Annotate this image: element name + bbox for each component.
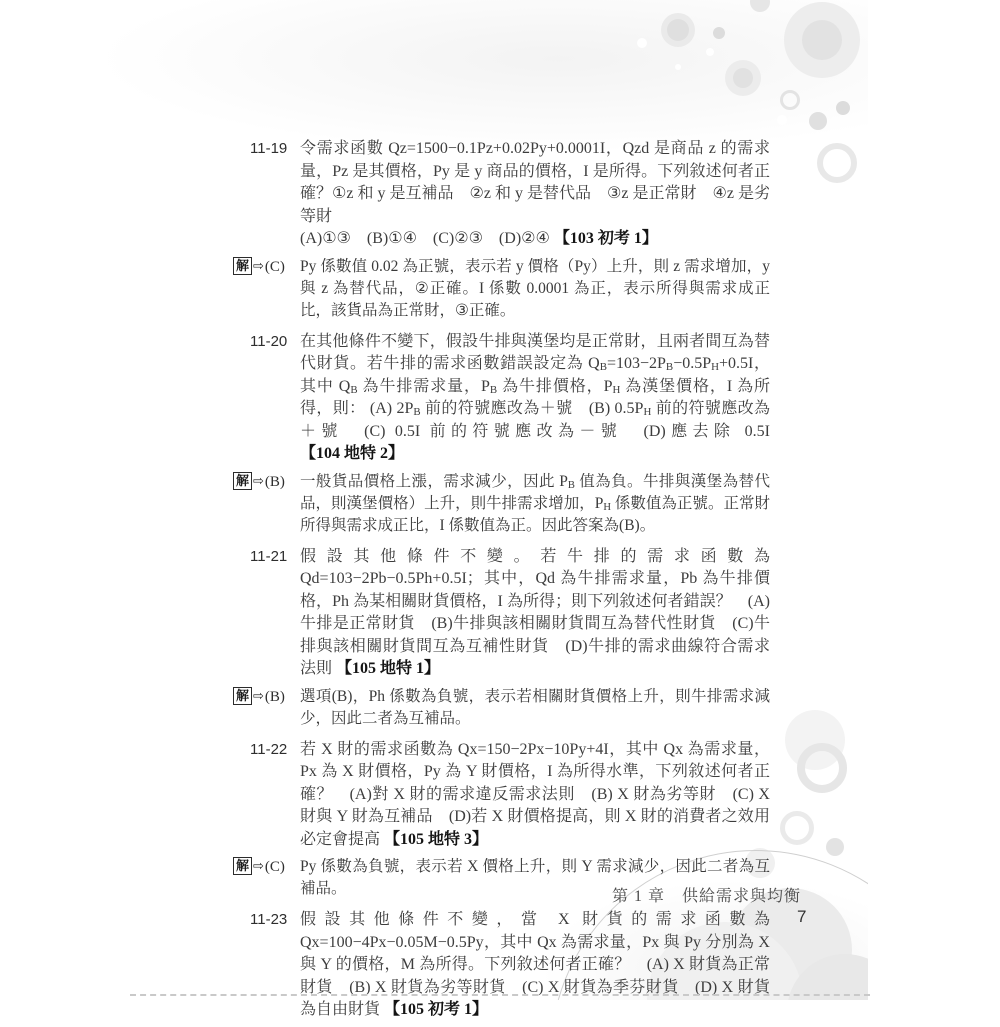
decorative-circle: [777, 115, 787, 125]
arrow-right-icon: ⇨: [253, 258, 264, 274]
question-item: [233, 909, 770, 1022]
decorative-circle: [667, 19, 689, 41]
decorative-circle: [797, 743, 847, 793]
solution-box-icon: 解: [233, 857, 252, 875]
decorative-circle: [817, 143, 857, 183]
solution-marker: [233, 256, 300, 322]
arrow-right-icon: ⇨: [253, 473, 264, 489]
decorative-circle: [675, 64, 681, 70]
solution-text: Py 係數為負號，表示若 X 價格上升，則 Y 需求減少，因此二者為互補品。: [300, 858, 770, 897]
solution-marker: [233, 686, 300, 730]
solution-item: [233, 256, 770, 322]
solution-answer: (C): [264, 258, 285, 275]
question-item: [233, 739, 770, 852]
question-item: [233, 138, 770, 251]
solution-box-icon: 解: [233, 472, 252, 490]
solution-item: [233, 471, 770, 537]
question-text: 若 X 財的需求函數為 Qx=150−2Px−10Py+4I，其中 Qx 為需求量，Px 為 X 財價格，Py 為 Y 財價格，I 為所得水準，下列敘述何者正確？ (A)對 X 財的需求違反需求法則 (B) X 財為劣等財 (C) X 財與 Y 財為互補品 (D)若 X 財價格提高，則 X 財的消費者之效用必定會提高 【105 地特 3】: [300, 740, 770, 848]
bottom-dashed-line: [130, 994, 870, 996]
solution-answer: (B): [264, 473, 285, 490]
solution-text: 選項(B)，Ph 係數為負號，表示若相關財貨價格上升，則牛排需求減少，因此二者為互補品。: [300, 687, 770, 727]
decorative-circle: [637, 38, 647, 48]
solution-marker: [233, 856, 300, 900]
decorative-circle: [809, 112, 827, 130]
decorative-circle: [706, 48, 714, 56]
decorative-circle: [780, 90, 800, 110]
question-number: 11-23: [250, 911, 288, 928]
decorative-circle: [780, 811, 814, 845]
question-item: [233, 331, 770, 466]
question-number: 11-19: [250, 140, 288, 157]
solution-answer: (B): [264, 688, 285, 705]
question-text: 假設其他條件不變，當 X 財貨的需求函數為 Qx=100−4Px−0.05M−0.5Py，其中 Qx 為需求量，Px 與 Py 分別為 X 與 Y 的價格，M 為所得。下列敘述何者正確？ (A) X 財貨為正常財貨 (B) X 財貨為劣等財貨 (C) X 財貨為季芬財貨 (D) X 財貨為自由財貨 【105 初考 1】: [300, 911, 770, 1018]
solution-item: [233, 686, 770, 730]
question-number: 11-20: [250, 332, 288, 350]
solution-box-icon: 解: [233, 687, 252, 705]
question-text: 假設其他條件不變。若牛排的需求函數為 Qd=103−2Pb−0.5Ph+0.5I；其中，Qd 為牛排需求量，Pb 為牛排價格，Ph 為某相關財貨價格，I 為所得；則下列敘述何者錯誤？ (A)牛排是正常財貨 (B)牛排與該相關財貨間互為替代性財貨 (C)牛排與該相關財貨間互為互補性財貨 (D)牛排的需求曲線符合需求法則 【105 地特 1】: [300, 547, 770, 677]
solution-text: Py 係數值 0.02 為正號，表示若 y 價格（Py）上升，則 z 需求增加，y 與 z 為替代品，②正確。I 係數 0.0001 為正，表示所得與需求成正比，該貨品為正常財，③正確。: [300, 257, 770, 319]
question-text: 在其他條件不變下，假設牛排與漢堡均是正常財，且兩者間互為替代財貨。若牛排的需求函數錯誤設定為 $Q_B=103-2P_B-0.5P_H+0.5I$，其中 $Q_B$ 為牛排需求量，$P_B$ 為牛排價格，$P_H$ 為漢堡價格，I 為所得，則： (A) $2P_B$ 前的符號應改為＋號 (B) $0.5P_H$ 前的符號應改為＋號 (C) 0.5I 前的符號應改為－號 (D)應去除 0.5I 【104 地特 2】: [300, 332, 770, 462]
solution-marker: [233, 471, 300, 537]
decorative-circle: [826, 838, 844, 856]
solution-box-icon: 解: [233, 257, 252, 275]
chapter-title: 第 1 章 供給需求與均衡: [612, 888, 802, 905]
decorative-circle: [836, 101, 850, 115]
arrow-right-icon: ⇨: [253, 859, 264, 874]
solution-answer: (C): [264, 859, 285, 875]
question-item: [233, 546, 770, 681]
question-number: 11-22: [250, 740, 288, 758]
decorative-circle: [733, 68, 753, 88]
question-number: 11-21: [250, 547, 288, 565]
decorative-circle: [713, 27, 725, 39]
decorative-circle: [802, 20, 842, 60]
page-number: 7: [797, 907, 807, 926]
solution-text: 一般貨品價格上漲，需求減少，因此 $P_B$ 值為負。牛排與漢堡為替代品，則漢堡價格）上升，則牛排需求增加，$P_H$ 係數值為正號。正常財所得與需求成正比，I 係數值為正。因此答案為(B)。: [300, 472, 770, 534]
question-text: 令需求函數 Qz=1500−0.1Pz+0.02Py+0.0001I，Qzd 是商品 z 的需求量，Pz 是其價格，Py 是 y 商品的價格，I 是所得。下列敘述何者正確？①z 和 y 是互補品 ②z 和 y 是替代品 ③z 是正常財 ④z 是劣等財 (A)①③ (B)①④ (C)②③ (D)②④ 【103 初考 1】: [300, 140, 770, 247]
arrow-right-icon: ⇨: [253, 688, 264, 704]
decorative-circle: [785, 138, 791, 144]
